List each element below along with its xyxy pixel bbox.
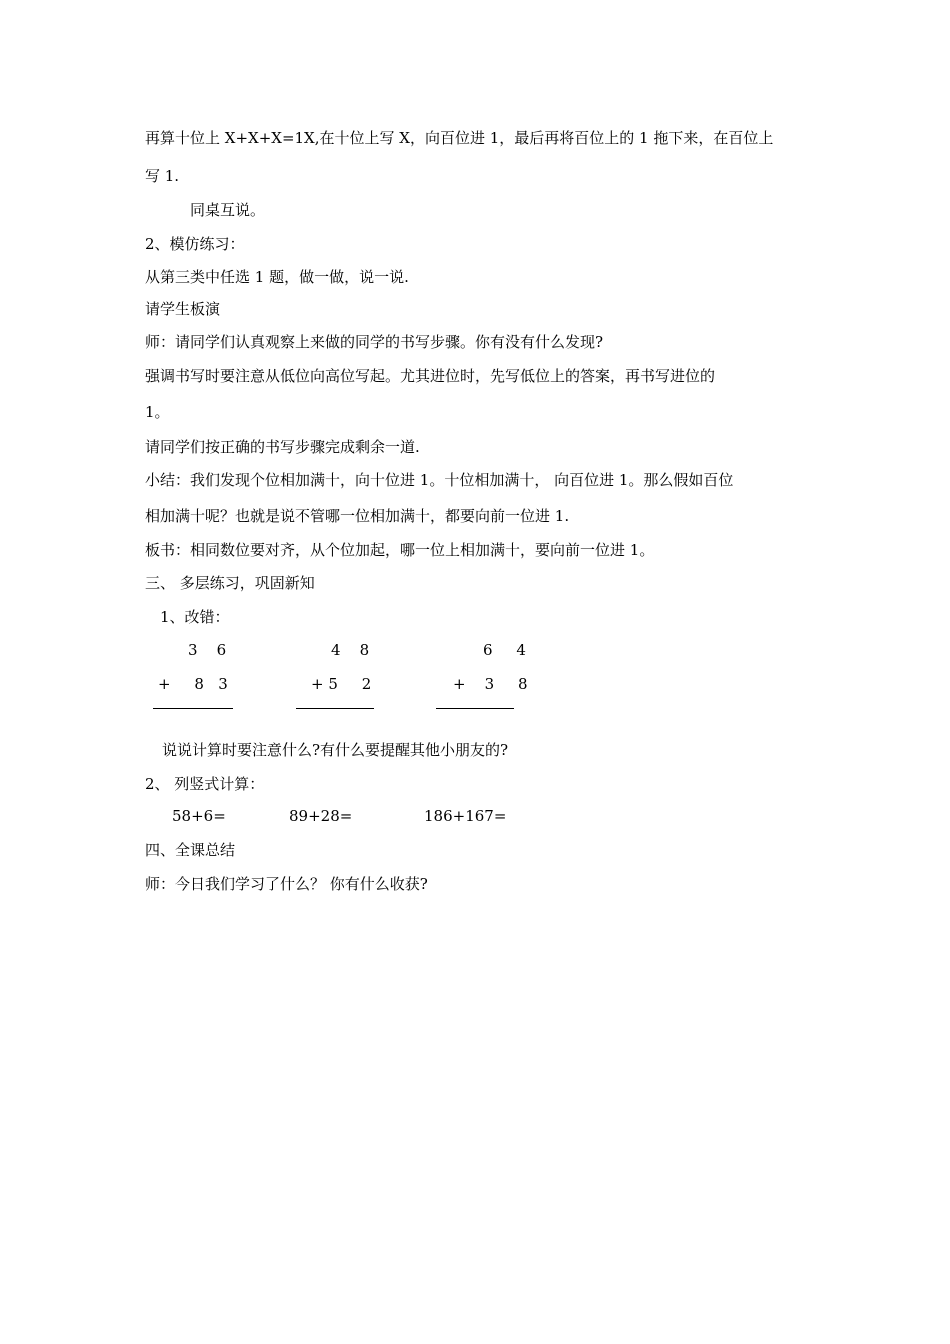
- paragraph-line: 师：请同学们认真观察上来做的同学的书写步骤。你有没有什么发现?: [145, 333, 604, 351]
- paragraph-line: 请同学们按正确的书写步骤完成剩余一道.: [145, 438, 420, 456]
- paragraph-line: 相加满十呢？也就是说不管哪一位相加满十，都要向前一位进 1.: [145, 507, 570, 525]
- exercise-item: 186+167=: [424, 807, 507, 825]
- problem-bottom-number: + 5 2: [311, 675, 372, 693]
- sum-line: [436, 708, 514, 709]
- paragraph-line: 强调书写时要注意从低位向高位写起。尤其进位时，先写低位上的答案，再书写进位的: [145, 367, 716, 385]
- section-heading: 2、 列竖式计算：: [145, 775, 265, 793]
- paragraph-line: 请学生板演: [145, 300, 221, 318]
- paragraph-line: 同桌互说。: [190, 201, 266, 219]
- sum-line: [153, 708, 233, 709]
- problem-bottom-number: + 3 8: [453, 675, 528, 693]
- paragraph-line: 写 1.: [145, 167, 180, 185]
- problem-top-number: 6 4: [483, 641, 526, 659]
- problem-top-number: 4 8: [331, 641, 370, 659]
- paragraph-line: 板书：相同数位要对齐，从个位加起，哪一位上相加满十，要向前一位进 1。: [145, 541, 655, 559]
- exercise-item: 58+6=: [172, 807, 226, 825]
- paragraph-line: 小结：我们发现个位相加满十，向十位进 1。十位相加满十， 向百位进 1。那么假如百位: [145, 471, 734, 489]
- paragraph-line: 1。: [145, 403, 170, 421]
- section-heading: 2、模仿练习：: [145, 235, 245, 253]
- paragraph-line: 师：今日我们学习了什么？ 你有什么收获?: [145, 875, 428, 893]
- section-heading: 三、 多层练习，巩固新知: [145, 574, 315, 592]
- problem-top-number: 3 6: [188, 641, 227, 659]
- problem-bottom-number: + 8 3: [158, 675, 228, 693]
- paragraph-line: 再算十位上 X+X+X=1X,在十位上写 X，向百位进 1，最后再将百位上的 1 拖下来，在百位上: [145, 129, 774, 147]
- section-heading: 四、全课总结: [145, 841, 236, 859]
- sum-line: [296, 708, 374, 709]
- exercise-item: 89+28=: [289, 807, 353, 825]
- paragraph-line: 从第三类中任选 1 题，做一做，说一说.: [145, 268, 409, 286]
- paragraph-line: 说说计算时要注意什么?有什么要提醒其他小朋友的?: [162, 741, 509, 759]
- section-heading: 1、改错：: [160, 608, 230, 626]
